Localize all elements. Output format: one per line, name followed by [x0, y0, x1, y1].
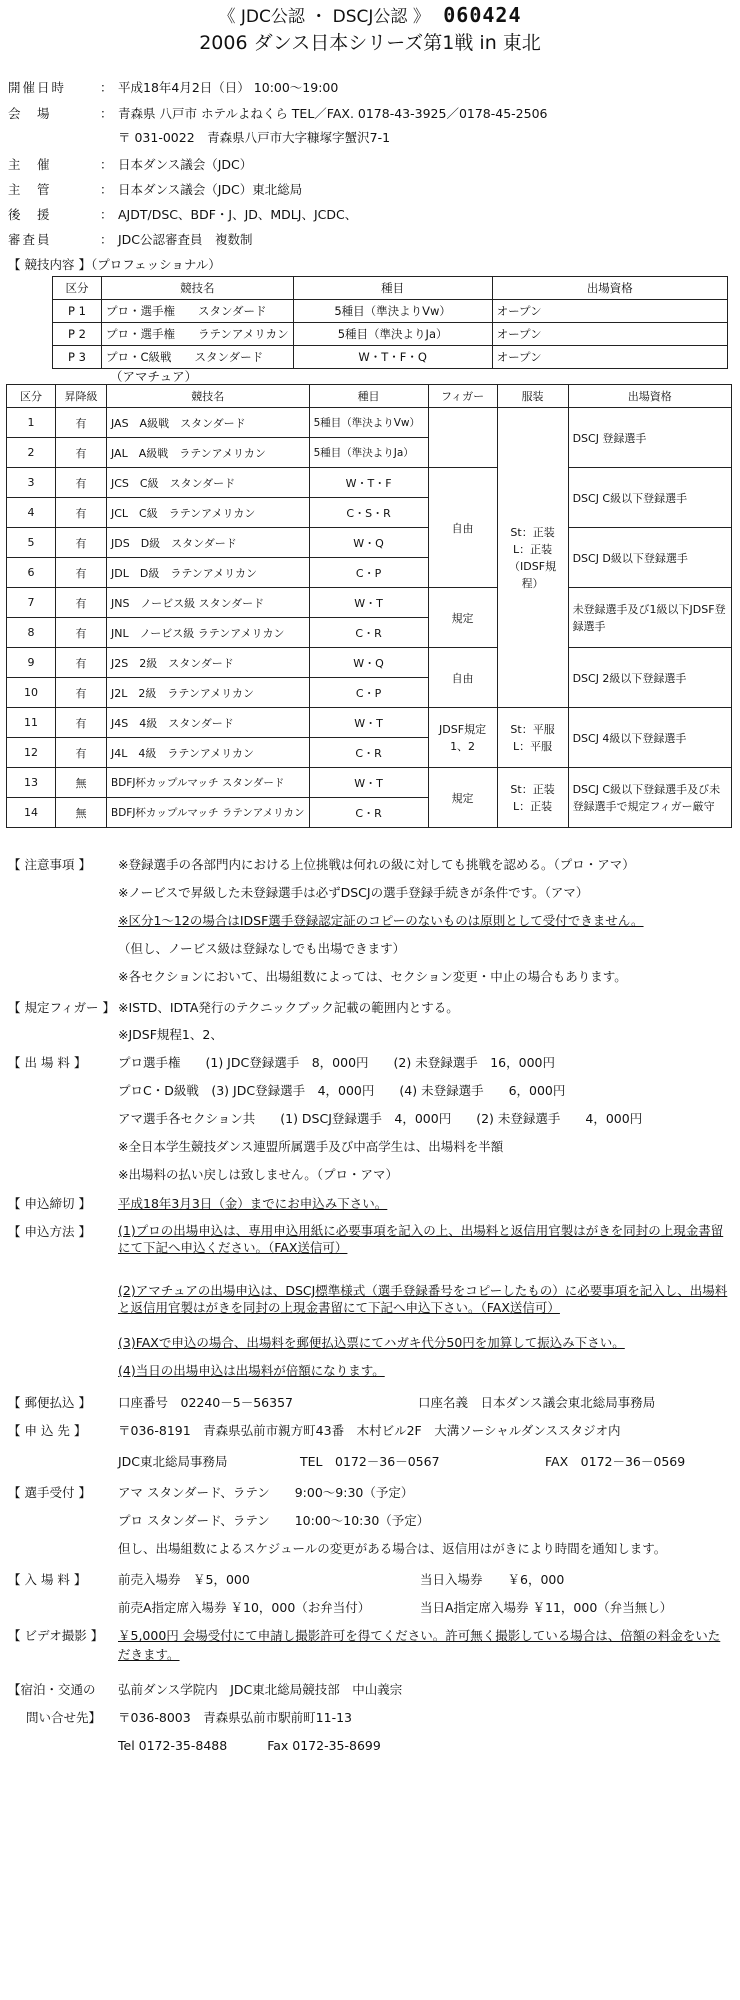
notes-label: 【 注意事項 】: [8, 857, 91, 872]
cell-dress: St：平服 L：平服: [497, 708, 568, 768]
support-label: 後 援: [8, 207, 52, 222]
amateur-table: [6, 384, 732, 828]
cell: 5: [7, 528, 56, 558]
cell: 6: [7, 558, 56, 588]
venue-row: 会 場 ： 青森県 八戸市 ホテルよねくら TEL／FAX. 0178-43-3925／0178-45-2506: [8, 106, 548, 121]
fee-item: プロ選手権 (1) JDC登録選手 8，000円 (2) 未登録選手 16，000円: [118, 1055, 555, 1070]
apply-fax: FAX 0172－36－0569: [545, 1454, 686, 1469]
cell-dress: St：正装 L：正装 （IDSF規程）: [497, 408, 568, 708]
table-header-row: [53, 277, 728, 300]
lodging-text: 弘前ダンス学院内 JDC東北総局競技部 中山義宗: [118, 1682, 403, 1697]
header-certification: 《 JDC公認 ・ DSCJ公認 》: [218, 7, 430, 27]
date-row: 開催日時 ： 平成18年4月2日（日） 10:00～19:00: [8, 80, 339, 95]
apply-office: JDC東北総局事務局: [118, 1454, 228, 1469]
fee-item: プロC・D級戦 (3) JDC登録選手 4，000円 (4) 未登録選手 6，000円: [118, 1083, 566, 1098]
cell: プロ・C級戦 スタンダード: [102, 346, 294, 369]
deadline-text: 平成18年3月3日（金）までにお申込み下さい。: [118, 1196, 388, 1211]
cell: プロ・選手権 ラテンアメリカン: [102, 323, 294, 346]
cell: W・T: [309, 708, 428, 738]
cell: [428, 408, 497, 468]
judge-label: 審査員: [8, 232, 52, 247]
postal-account: 口座番号 02240－5－56357: [118, 1395, 293, 1410]
cell-figure: 自由: [428, 468, 497, 588]
table-row: [7, 468, 732, 498]
col-dances: 種目: [293, 277, 492, 300]
cell: 8: [7, 618, 56, 648]
cell: プロ・選手権 スタンダード: [102, 300, 294, 323]
apply-address: 〒036-8191 青森県弘前市親方町43番 木村ビル2F 大溝ソーシャルダンススタジオ内: [118, 1423, 621, 1438]
apply-row: [8, 1421, 620, 1439]
reception-note: 但し、出場組数によるスケジュールの変更がある場合は、返信用はがきにより時間を通知します。: [118, 1541, 667, 1556]
cell: 5種目（準決よりVw）: [309, 408, 428, 438]
cell: 3: [7, 468, 56, 498]
table-row: [7, 528, 732, 558]
video-text: ￥5,000円 会場受付にて申請し撮影許可を得てください。許可無く撮影している場合は、倍額の料金をいただきます。: [118, 1628, 721, 1662]
cell: オープン: [492, 346, 727, 369]
cell-eligibility: DSCJ D級以下登録選手: [568, 528, 731, 588]
note-item: ※登録選手の各部門内における上位挑戦は何れの級に対しても挑戦を認める。（プロ・アマ）: [118, 857, 635, 872]
cell: 12: [7, 738, 56, 768]
cell: 有: [56, 558, 107, 588]
col-event: 競技名: [107, 385, 310, 408]
host-value: 日本ダンス議会（JDC）: [118, 157, 253, 172]
cell: 無: [56, 798, 107, 828]
apply-label: 【 申 込 先 】: [8, 1423, 87, 1438]
fee-item: ※出場料の払い戻しは致しません。（プロ・アマ）: [118, 1167, 398, 1182]
cell: W・Q: [309, 648, 428, 678]
fee-item: ※全日本学生競技ダンス連盟所属選手及び中高学生は、出場料を半額: [118, 1139, 504, 1154]
col-dress: 服装: [497, 385, 568, 408]
cell: C・P: [309, 558, 428, 588]
reception-amateur: アマ スタンダード、ラテン 9:00～9:30（予定）: [118, 1485, 414, 1500]
cell: 14: [7, 798, 56, 828]
col-figure: フィガー: [428, 385, 497, 408]
cell-eligibility: DSCJ 登録選手: [568, 408, 731, 468]
cell: JNL ノービス級 ラテンアメリカン: [107, 618, 310, 648]
notes-row: [8, 855, 635, 873]
method-item: (1)プロの出場申込は、専用申込用紙に必要事項を記入の上、出場料と返信用官製はがきを同封の上現金書留にて下記へ申込ください。（FAX送信可）: [118, 1223, 724, 1255]
table-row: [53, 346, 728, 369]
deadline-label: 【 申込締切 】: [8, 1196, 91, 1211]
contact-row: [26, 1708, 352, 1726]
postal-row: [8, 1393, 293, 1411]
support-row: 後 援 ： AJDT/DSC、BDF・J、JD、MDLJ、JCDC、: [8, 207, 358, 222]
cell: 有: [56, 738, 107, 768]
cell: 有: [56, 498, 107, 528]
support-value: AJDT/DSC、BDF・J、JD、MDLJ、JCDC、: [118, 207, 358, 222]
contact-fax: Fax 0172-35-8699: [267, 1738, 381, 1753]
cell: W・T・F: [309, 468, 428, 498]
method-item: (4)当日の出場申込は出場料が倍額になります。: [118, 1363, 385, 1378]
col-category: 区分: [7, 385, 56, 408]
contact-tel: Tel 0172-35-8488: [118, 1738, 228, 1753]
judge-value: JDC公認審査員 複数制: [118, 232, 253, 247]
cell: 有: [56, 408, 107, 438]
contact-phone-row: [118, 1738, 381, 1753]
apply-tel: TEL 0172－36－0567: [300, 1454, 440, 1469]
table-row: [7, 588, 732, 618]
document-code: 060424: [443, 3, 522, 27]
method-label: 【 申込方法 】: [8, 1224, 91, 1239]
cell: JDS D級 スタンダード: [107, 528, 310, 558]
cell: 有: [56, 708, 107, 738]
video-label: 【 ビデオ撮影 】: [8, 1628, 104, 1643]
reception-label: 【 選手受付 】: [8, 1485, 91, 1500]
cell: 2: [7, 438, 56, 468]
organizer-row: 主 管 ： 日本ダンス議会（JDC）東北総局: [8, 182, 303, 197]
col-promotion: 昇降級: [56, 385, 107, 408]
host-row: 主 催 ： 日本ダンス議会（JDC）: [8, 157, 253, 172]
figure-rules-row: [8, 998, 459, 1016]
cell: J4L 4級 ラテンアメリカン: [107, 738, 310, 768]
cell: オープン: [492, 300, 727, 323]
cell: 有: [56, 468, 107, 498]
cell: 7: [7, 588, 56, 618]
reception-row: [8, 1483, 413, 1501]
venue-value: 青森県 八戸市 ホテルよねくら TEL／FAX. 0178-43-3925／0178-45-2506: [118, 106, 548, 121]
ticket-door-reserved: 当日A指定席入場券 ￥11，000（弁当無し）: [420, 1600, 673, 1615]
date-value: 平成18年4月2日（日） 10:00～19:00: [118, 80, 339, 95]
figure-rule-item: ※JDSF規程1、2、: [118, 1027, 223, 1042]
figure-rules-label: 【 規定フィガー 】: [8, 1000, 115, 1015]
table-row: [7, 708, 732, 738]
cell-eligibility: DSCJ C級以下登録選手及び未登録選手で規定フィガー厳守: [568, 768, 731, 828]
organizer-value: 日本ダンス議会（JDC）東北総局: [118, 182, 303, 197]
postal-account-name: 口座名義 日本ダンス議会東北総局事務局: [418, 1395, 656, 1410]
cell: 有: [56, 528, 107, 558]
cell: C・S・R: [309, 498, 428, 528]
cell-eligibility: 未登録選手及び1級以下JDSF登録選手: [568, 588, 731, 648]
cell-figure: 自由: [428, 648, 497, 708]
fee-item: アマ選手各セクション共 (1) DSCJ登録選手 4，000円 (2) 未登録選手 4，000円: [118, 1111, 643, 1126]
cell: JCL C級 ラテンアメリカン: [107, 498, 310, 528]
note-item: ※区分1～12の場合はIDSF選手登録認定証のコピーのないものは原則として受付できません。: [118, 913, 644, 928]
judge-row: 審査員 ： JDC公認審査員 複数制: [8, 232, 253, 247]
deadline-row: [8, 1194, 387, 1212]
cell: 5種目（準決よりJa）: [309, 438, 428, 468]
contact-address: 〒036-8003 青森県弘前市駅前町11-13: [118, 1710, 353, 1725]
cell: C・R: [309, 798, 428, 828]
cell: C・R: [309, 618, 428, 648]
col-category: 区分: [53, 277, 102, 300]
col-eligibility: 出場資格: [568, 385, 731, 408]
cell-dress: St：正装 L：正装: [497, 768, 568, 828]
cell: 5種目（準決よりJa）: [293, 323, 492, 346]
ticket-advance-reserved: 前売A指定席入場券 ￥10，000（お弁当付）: [118, 1600, 371, 1615]
figure-rule-item: ※ISTD、IDTA発行のテクニックブック記載の範囲内とする。: [118, 1000, 459, 1015]
contact-label: 問い合せ先】: [26, 1710, 102, 1725]
fees-label: 【 出 場 料 】: [8, 1055, 87, 1070]
note-item: ※ノービスで昇級した未登録選手は必ずDSCJの選手登録手続きが条件です。（アマ）: [118, 885, 589, 900]
ticket-door: 当日入場券 ￥6，000: [420, 1572, 565, 1587]
cell: 5種目（準決よりVw）: [293, 300, 492, 323]
cell: JCS C級 スタンダード: [107, 468, 310, 498]
cell: BDFJ杯カップルマッチ ラテンアメリカン: [107, 798, 310, 828]
cell: 有: [56, 588, 107, 618]
cell: JNS ノービス級 スタンダード: [107, 588, 310, 618]
table-header-row: [7, 385, 732, 408]
tickets-label: 【 入 場 料 】: [8, 1572, 87, 1587]
cell: JAL A級戦 ラテンアメリカン: [107, 438, 310, 468]
venue-label: 会 場: [8, 106, 52, 121]
cell: JDL D級 ラテンアメリカン: [107, 558, 310, 588]
cell: 1: [7, 408, 56, 438]
ticket-advance: 前売入場券 ￥5，000: [118, 1572, 250, 1587]
cell: 10: [7, 678, 56, 708]
cell-figure: JDSF規定 1、2: [428, 708, 497, 768]
cell: C・P: [309, 678, 428, 708]
cell-figure: 規定: [428, 768, 497, 828]
cell: 無: [56, 768, 107, 798]
host-label: 主 催: [8, 157, 52, 172]
table-row: [53, 323, 728, 346]
cell: P 2: [53, 323, 102, 346]
cell: J2L 2級 ラテンアメリカン: [107, 678, 310, 708]
table-row: [7, 408, 732, 438]
cell: 4: [7, 498, 56, 528]
competition-label: 【 競技内容 】: [8, 257, 91, 272]
date-label: 開催日時: [8, 80, 67, 95]
cell: W・T: [309, 588, 428, 618]
note-item: ※各セクションにおいて、出場組数によっては、セクション変更・中止の場合もあります。: [118, 969, 627, 984]
postal-label: 【 郵便払込 】: [8, 1395, 91, 1410]
competition-section-heading: [8, 255, 221, 273]
cell: BDFJ杯カップルマッチ スタンダード: [107, 768, 310, 798]
header-line: [0, 2, 740, 27]
col-event: 競技名: [102, 277, 294, 300]
cell: J4S 4級 スタンダード: [107, 708, 310, 738]
cell: 有: [56, 648, 107, 678]
cell-eligibility: DSCJ 4級以下登録選手: [568, 708, 731, 768]
reception-pro: プロ スタンダード、ラテン 10:00～10:30（予定）: [118, 1513, 430, 1528]
cell: 有: [56, 618, 107, 648]
cell-figure: 規定: [428, 588, 497, 648]
method-item: (2)アマチュアの出場申込は、DSCJ標準様式（選手登録番号をコピーしたもの）に必要事項を記入し、出場料と返信用官製はがきを同封の上現金書留にて下記へ申込下さい。（FAX送信可）: [118, 1283, 728, 1315]
cell: 有: [56, 438, 107, 468]
lodging-row: [8, 1680, 402, 1698]
cell: P 3: [53, 346, 102, 369]
col-dances: 種目: [309, 385, 428, 408]
organizer-label: 主 管: [8, 182, 52, 197]
lodging-label: 【宿泊・交通の: [8, 1682, 96, 1697]
table-row: [7, 648, 732, 678]
cell: W・T・F・Q: [293, 346, 492, 369]
cell: 有: [56, 678, 107, 708]
cell: オープン: [492, 323, 727, 346]
table-row: [53, 300, 728, 323]
cell: JAS A級戦 スタンダード: [107, 408, 310, 438]
fees-row: [8, 1053, 555, 1071]
note-item: （但し、ノービス級は登録なしでも出場できます）: [118, 941, 406, 956]
cell: 11: [7, 708, 56, 738]
cell: P 1: [53, 300, 102, 323]
table-row: [7, 768, 732, 798]
method-item: (3)FAXで申込の場合、出場料を郵便払込票にてハガキ代分50円を加算して振込み下さい。: [118, 1335, 625, 1350]
cell: 13: [7, 768, 56, 798]
cell: C・R: [309, 738, 428, 768]
col-eligibility: 出場資格: [492, 277, 727, 300]
cell-eligibility: DSCJ C級以下登録選手: [568, 468, 731, 528]
cell-eligibility: DSCJ 2級以下登録選手: [568, 648, 731, 708]
cell: 9: [7, 648, 56, 678]
venue-address: 〒 031-0022 青森県八戸市大字糠塚字蟹沢7-1: [118, 130, 391, 145]
tickets-row: [8, 1570, 250, 1588]
cell: J2S 2級 スタンダード: [107, 648, 310, 678]
cell: W・T: [309, 768, 428, 798]
pro-subtitle: （プロフェッショナル）: [90, 257, 221, 272]
page-title: 2006 ダンス日本シリーズ第1戦 in 東北: [199, 32, 541, 54]
professional-table: [52, 276, 728, 369]
cell: W・Q: [309, 528, 428, 558]
amateur-subtitle: （アマチュア）: [110, 369, 198, 384]
